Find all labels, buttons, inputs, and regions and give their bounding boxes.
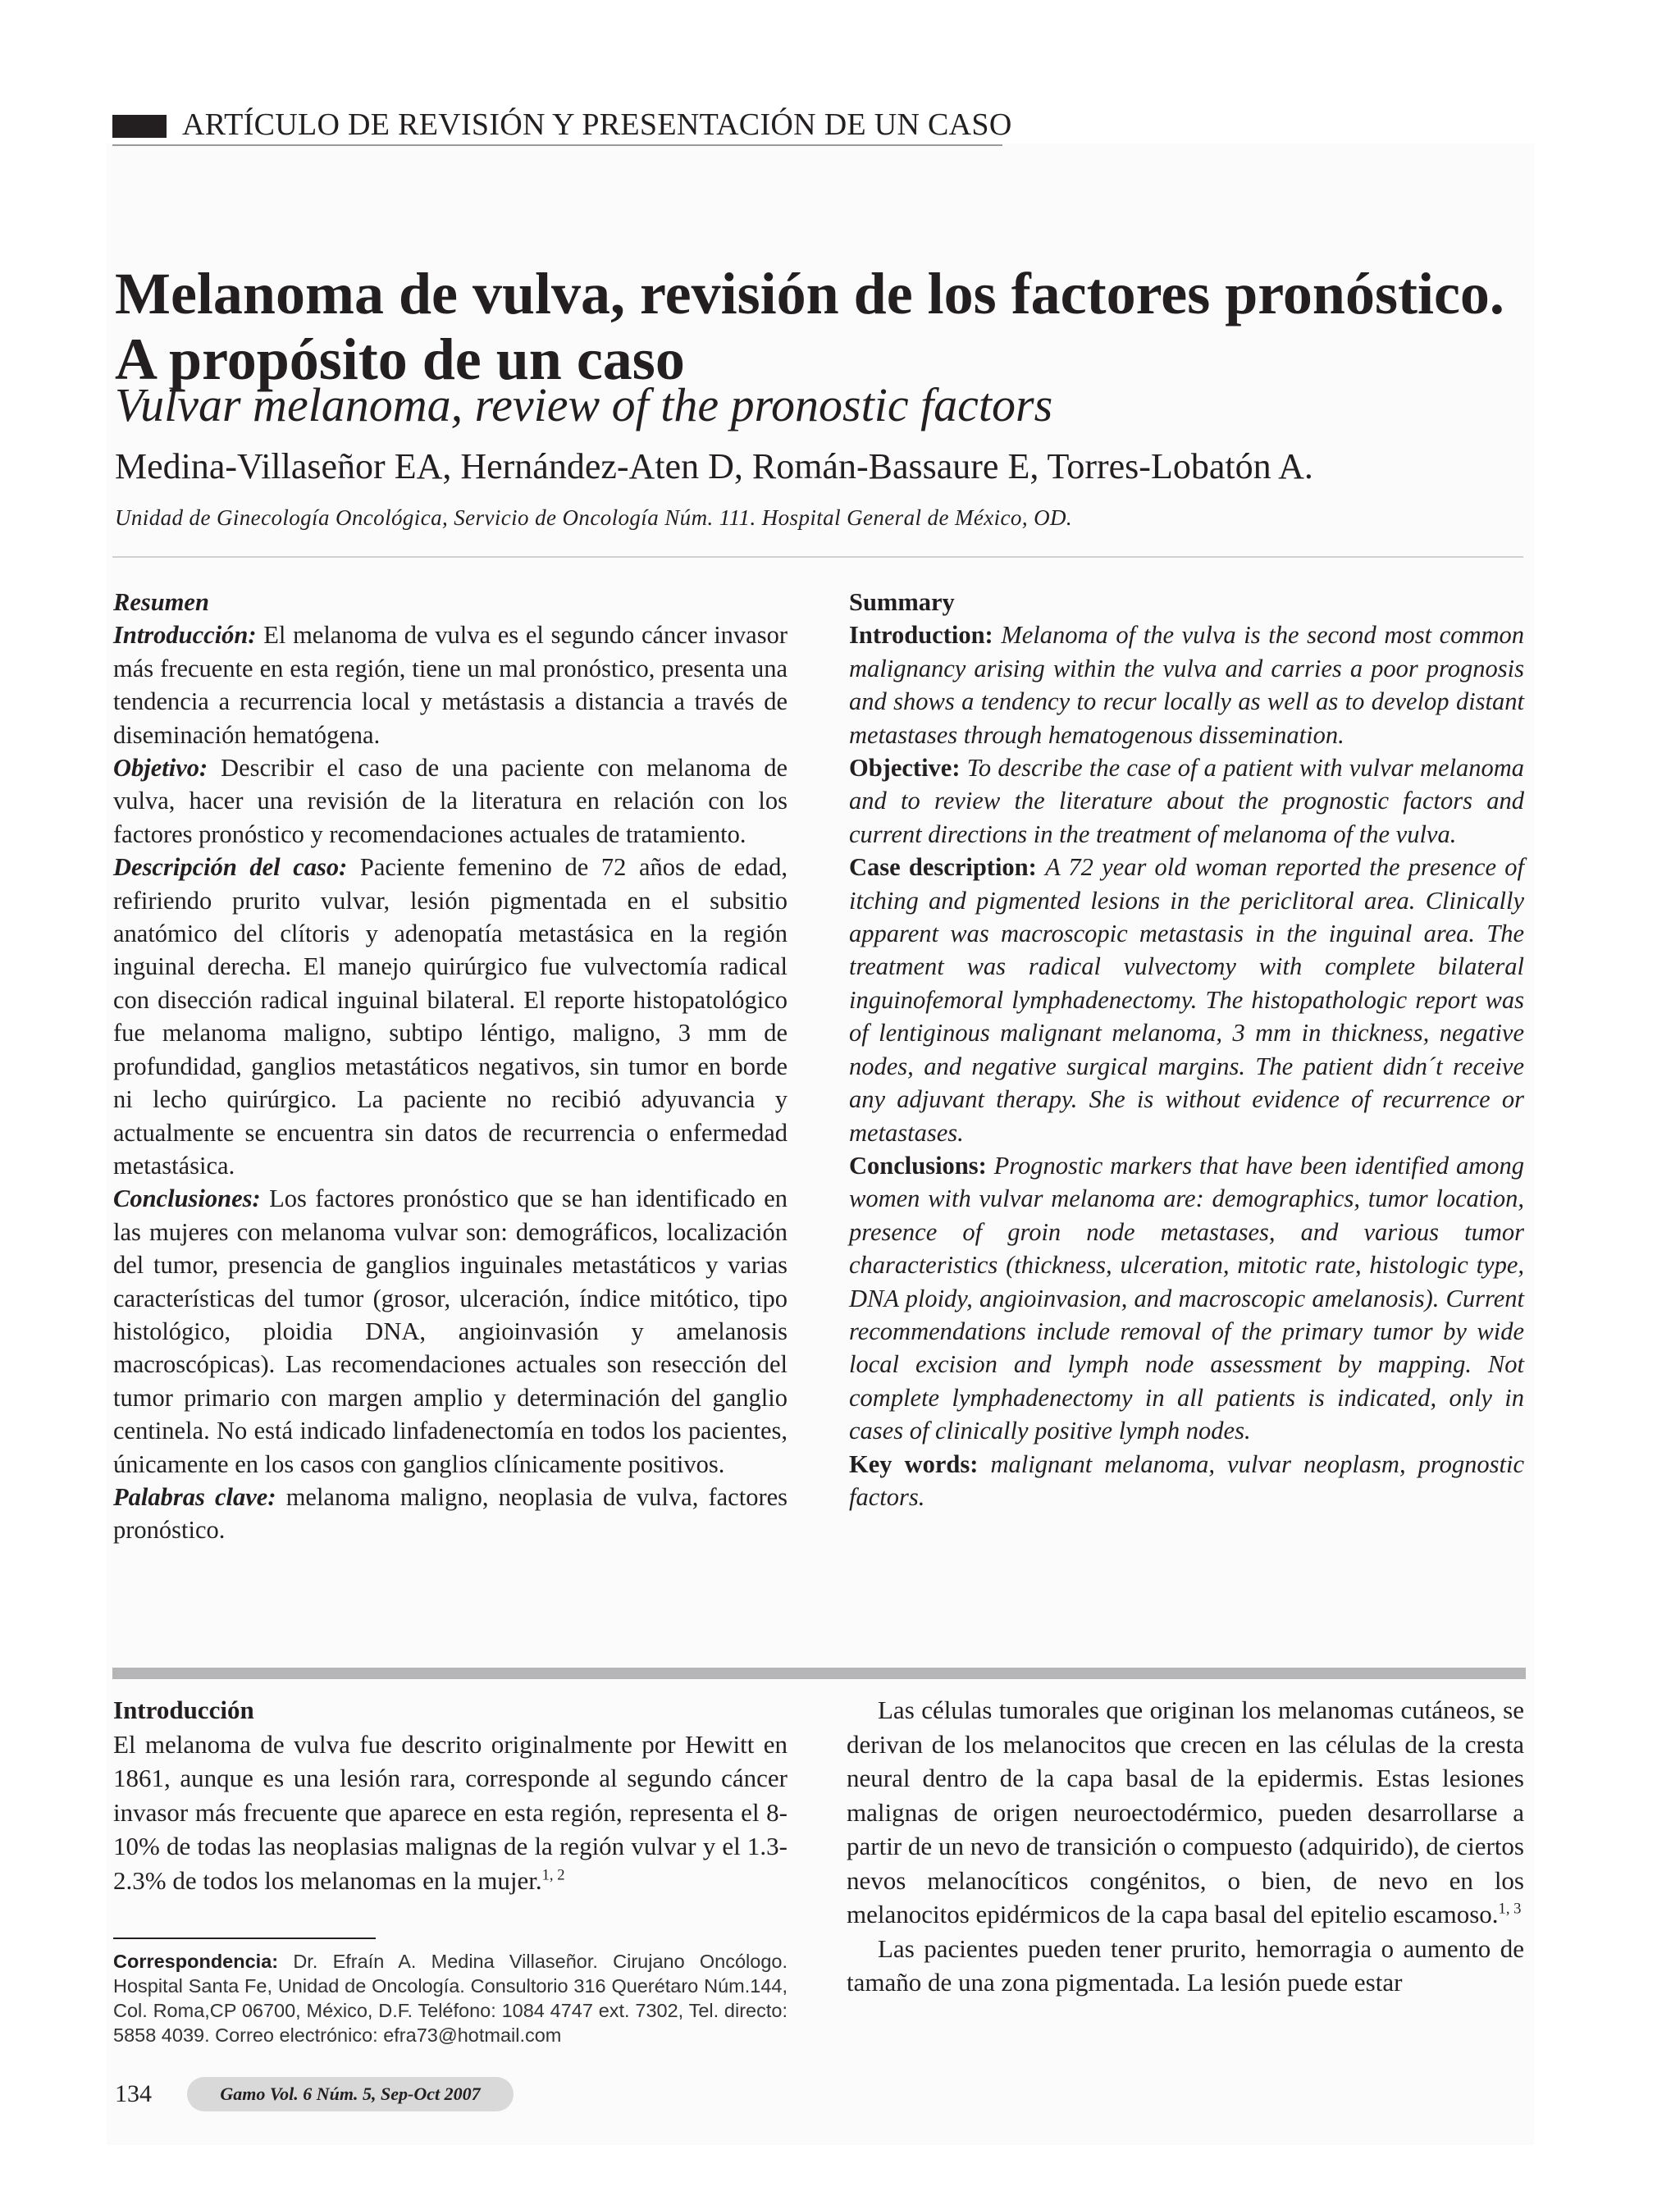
resumen-conclusions-label: Conclusiones: xyxy=(113,1184,261,1213)
authors: Medina-Villaseñor EA, Hernández-Aten D, Román-Bassaure E, Torres-Lobatón A. xyxy=(115,446,1313,486)
resumen-case-label: Descripción del caso: xyxy=(113,853,348,882)
resumen-conclusions-text: Los factores pronóstico que se han identificado en las mujeres con melanoma vulvar son: demográficos, localización del tumor, presencia de ganglios inguinales metastáticos y varias características del tumor (grosor, ulceración, índice mitótico, tipo histológico, ploidia DNA, angioinvasión y amelanosis macroscópicas). Las recomendaciones actuales son resección del tumor primario con margen amplio y determinación del ganglio centinela. No está indicado linfadenectomía en todos los pacientes, únicamente en los casos con ganglios clínicamente positivos. xyxy=(113,1184,788,1478)
intro-heading: Introducción xyxy=(113,1696,254,1724)
header-rule xyxy=(112,144,1002,146)
article-title xyxy=(115,261,1559,392)
affiliation: Unidad de Ginecología Oncológica, Servicio de Oncología Núm. 111. Hospital General de México, OD. xyxy=(115,505,1073,530)
summary-case-text: A 72 year old woman reported the presence of itching and pigmented lesions in the periclitoral area. Clinically apparent was macroscopic metastasis in the inguinal area. The treatment was radical vulvectomy with complete bilateral inguinofemoral lymphadenectomy. The histopathologic report was of lentiginous malignant melanoma, 3 mm in thickness, negative nodes, and negative surgical margins. The patient didn´t receive any adjuvant therapy. She is without evidence of recurrence or metastases. xyxy=(849,853,1525,1147)
correspondence-label: Correspondencia: xyxy=(113,1951,279,1972)
resumen-heading: Resumen xyxy=(113,588,209,616)
affiliation-rule xyxy=(112,556,1523,558)
abstract-separator xyxy=(112,1668,1526,1679)
intro-paragraph: El melanoma de vulva fue descrito originalmente por Hewitt en 1861, aunque es una lesión rara, corresponde al segundo cáncer invasor más frecuente que aparece en esta región, representa el 8-10% de todas las neoplasias malignas de la región vulvar y el 1.3-2.3% de todos los melanomas en la mujer. xyxy=(113,1729,788,1895)
correspondence-note xyxy=(113,1949,788,2047)
title-line-2: A propósito de un caso xyxy=(115,326,685,392)
summary-heading: Summary xyxy=(849,588,955,616)
resumen-objective-text: Describir el caso de una paciente con melanoma de vulva, hacer una revisión de la literatura en relación con los factores pronóstico y recomendaciones actuales de tratamiento. xyxy=(113,754,788,848)
footnote-rule xyxy=(113,1938,376,1939)
resumen-column xyxy=(113,586,788,1547)
summary-column xyxy=(849,586,1524,1513)
intro-citation: 1, 2 xyxy=(541,1866,565,1884)
summary-case-label: Case description: xyxy=(849,853,1037,882)
summary-intro-text: Melanoma of the vulva is the second most common malignancy arising within the vulva and carries a poor prognosis and shows a tendency to recur locally as well as to develop distant metastases through hematogenous dissemination. xyxy=(849,621,1524,749)
resumen-case-text: Paciente femenino de 72 años de edad, refiriendo prurito vulvar, lesión pigmentada en el subsitio anatómico del clítoris y adenopatía metastásica en la región inguinal derecha. El manejo quirúrgico fue vulvectomía radical con disección radical inguinal bilateral. El reporte histopatológico fue melanoma maligno, subtipo léntigo, maligno, 3 mm de profundidad, ganglios metastáticos negativos, sin tumor en borde ni lecho quirúrgico. La paciente no recibió adyuvancia y actualmente se encuentra sin datos de recurrencia o enfermedad metastásica. xyxy=(113,853,788,1180)
page-number: 134 xyxy=(115,2080,152,2107)
section-label: ARTÍCULO DE REVISIÓN Y PRESENTACIÓN DE UN CASO xyxy=(182,107,1012,142)
english-title: Vulvar melanoma, review of the pronostic factors xyxy=(115,378,1053,431)
title-line-1: Melanoma de vulva, revisión de los factores pronóstico. xyxy=(115,261,1504,326)
journal-citation: Gamo Vol. 6 Núm. 5, Sep-Oct 2007 xyxy=(187,2077,514,2111)
body-right-column xyxy=(847,1693,1524,2000)
section-marker xyxy=(112,115,167,138)
summary-intro-label: Introduction: xyxy=(849,621,993,650)
resumen-intro-text: El melanoma de vulva es el segundo cáncer invasor más frecuente en esta región, tiene un mal pronóstico, presenta una tendencia a recurrencia local y metástasis a distancia a través de diseminación hematógena. xyxy=(113,621,788,749)
summary-keywords-label: Key words: xyxy=(849,1449,979,1478)
summary-conclusions-text: Prognostic markers that have been identified among women with vulvar melanoma are: demographics, tumor location, presence of groin node metastases, and various tumor characteristics (thickness, ulceration, mitotic rate, histologic type, DNA ploidy, angioinvasion, and macroscopic amelanosis). Current recommendations include removal of the primary tumor by wide local excision and lymph node assessment by mapping. Not complete lymphadenectomy in all patients is indicated, only in cases of clinically positive lymph nodes. xyxy=(849,1151,1525,1445)
resumen-intro-label: Introducción: xyxy=(113,621,257,650)
body-left-column xyxy=(113,1693,788,1897)
summary-objective-text: To describe the case of a patient with vulvar melanoma and to review the literature about the prognostic factors and current directions in the treatment of melanoma of the vulva. xyxy=(849,754,1525,848)
summary-keywords-text: malignant melanoma, vulvar neoplasm, prognostic factors. xyxy=(849,1449,1525,1511)
body-paragraph-1-citation: 1, 3 xyxy=(1498,1900,1522,1918)
correspondence-text: Dr. Efraín A. Medina Villaseñor. Cirujano Oncólogo. Hospital Santa Fe, Unidad de Oncología. Consultorio 316 Querétaro Núm.144, Col. Roma,CP 06700, México, D.F. Teléfono: 1084 4747 ext. 7302, Tel. directo: 5858 4039. Correo electrónico: efra73@hotmail.com xyxy=(113,1951,788,2046)
resumen-keywords-label: Palabras clave: xyxy=(113,1482,276,1511)
summary-objective-label: Objective: xyxy=(849,754,961,783)
body-paragraph-2: Las pacientes pueden tener prurito, hemorragia o aumento de tamaño de una zona pigmentada. La lesión puede estar xyxy=(847,1933,1524,1997)
resumen-objective-label: Objetivo: xyxy=(113,754,208,783)
resumen-keywords-text: melanoma maligno, neoplasia de vulva, factores pronóstico. xyxy=(113,1482,788,1545)
body-paragraph-1: Las células tumorales que originan los melanomas cutáneos, se derivan de los melanocitos que crecen en las células de la cresta neural dentro de la capa basal de la epidermis. Estas lesiones malignas de origen neuroectodérmico, pueden desarrollarse a partir de un nevo de transición o compuesto (adquirido), de ciertos nevos melanocíticos congénitos, o bien, de nevo en los melanocitos epidérmicos de la capa basal del epitelio escamoso. xyxy=(847,1696,1524,1928)
summary-conclusions-label: Conclusions: xyxy=(849,1151,987,1180)
